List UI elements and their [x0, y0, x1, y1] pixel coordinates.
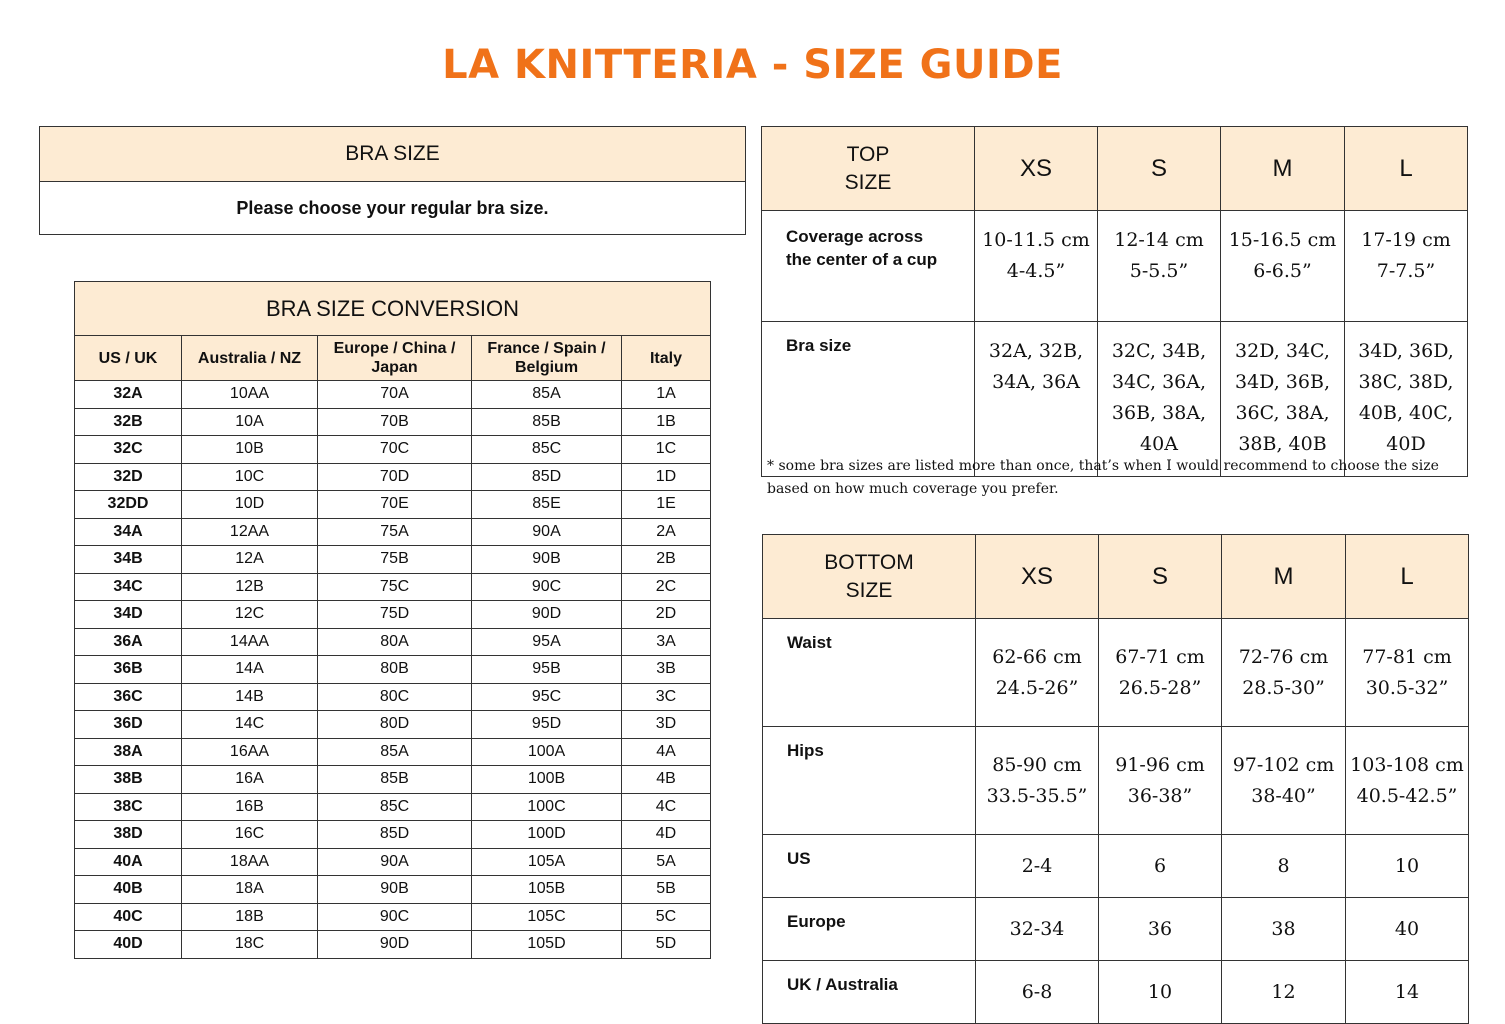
table-row — [75, 408, 711, 436]
table-row — [763, 835, 1469, 898]
table-row — [75, 436, 711, 464]
size-header: XS — [976, 535, 1099, 619]
cell: 90B — [472, 546, 622, 574]
cell: 10A — [182, 408, 318, 436]
size-header: L — [1346, 535, 1469, 619]
cell: 4A — [622, 738, 711, 766]
bra-size-heading: BRA SIZE — [40, 127, 745, 182]
cell: 10D — [182, 491, 318, 519]
cell: 80C — [318, 683, 472, 711]
cell: 6-8 — [976, 961, 1099, 1024]
cell: 32C — [75, 436, 182, 464]
cell: 10 — [1346, 835, 1469, 898]
cell: 75C — [318, 573, 472, 601]
cell: 10C — [182, 463, 318, 491]
cell: 5C — [622, 903, 711, 931]
cell: 90A — [472, 518, 622, 546]
row-label: UK / Australia — [763, 961, 976, 1024]
cell: 2A — [622, 518, 711, 546]
table-row — [75, 821, 711, 849]
cell: 85A — [472, 381, 622, 409]
cell: 1D — [622, 463, 711, 491]
cell: 5D — [622, 931, 711, 959]
cell: 90A — [318, 848, 472, 876]
cell: 6 — [1099, 835, 1222, 898]
cell: 32A, 32B, 34A, 36A — [975, 322, 1098, 477]
column-header: US / UK — [75, 336, 182, 381]
cell: 90D — [472, 601, 622, 629]
table-row — [762, 322, 1468, 477]
size-header: M — [1221, 127, 1345, 211]
cell: 5B — [622, 876, 711, 904]
cell: 4C — [622, 793, 711, 821]
cell: 85-90 cm 33.5-35.5” — [976, 727, 1099, 835]
table-row — [75, 793, 711, 821]
table-row — [763, 898, 1469, 961]
cell: 12-14 cm 5-5.5” — [1098, 211, 1221, 322]
cell: 75A — [318, 518, 472, 546]
cell: 4D — [622, 821, 711, 849]
bra-size-box — [39, 126, 746, 235]
cell: 32D, 34C, 34D, 36B, 36C, 38A, 38B, 40B — [1221, 322, 1345, 477]
cell: 105C — [472, 903, 622, 931]
cell: 95C — [472, 683, 622, 711]
cell: 36D — [75, 711, 182, 739]
top-size-table — [761, 126, 1468, 477]
cell: 32C, 34B, 34C, 36A, 36B, 38A, 40A — [1098, 322, 1221, 477]
cell: 105D — [472, 931, 622, 959]
cell: 2C — [622, 573, 711, 601]
bottom-size-heading: BOTTOM SIZE — [763, 535, 976, 619]
cell: 12B — [182, 573, 318, 601]
cell: 12C — [182, 601, 318, 629]
cell: 1B — [622, 408, 711, 436]
cell: 40B — [75, 876, 182, 904]
size-header: M — [1222, 535, 1346, 619]
cell: 90C — [318, 903, 472, 931]
cell: 14 — [1346, 961, 1469, 1024]
table-row — [763, 961, 1469, 1024]
table-row — [75, 848, 711, 876]
cell: 38 — [1222, 898, 1346, 961]
cell: 16B — [182, 793, 318, 821]
column-header: Europe / China / Japan — [318, 336, 472, 381]
cell: 95A — [472, 628, 622, 656]
cell: 32DD — [75, 491, 182, 519]
table-row — [75, 683, 711, 711]
cell: 97-102 cm 38-40” — [1222, 727, 1346, 835]
conversion-heading: BRA SIZE CONVERSION — [75, 282, 711, 336]
top-size-heading: TOP SIZE — [762, 127, 975, 211]
row-label: Waist — [763, 619, 976, 727]
table-row — [75, 491, 711, 519]
cell: 16C — [182, 821, 318, 849]
cell: 12AA — [182, 518, 318, 546]
cell: 12A — [182, 546, 318, 574]
cell: 85A — [318, 738, 472, 766]
table-row — [75, 546, 711, 574]
cell: 1E — [622, 491, 711, 519]
cell: 38C — [75, 793, 182, 821]
cell: 100D — [472, 821, 622, 849]
cell: 10 — [1099, 961, 1222, 1024]
cell: 18AA — [182, 848, 318, 876]
cell: 5A — [622, 848, 711, 876]
cell: 85C — [472, 436, 622, 464]
cell: 91-96 cm 36-38” — [1099, 727, 1222, 835]
cell: 75B — [318, 546, 472, 574]
cell: 14C — [182, 711, 318, 739]
cell: 12 — [1222, 961, 1346, 1024]
cell: 32B — [75, 408, 182, 436]
cell: 32D — [75, 463, 182, 491]
cell: 34C — [75, 573, 182, 601]
cell: 105A — [472, 848, 622, 876]
cell: 62-66 cm 24.5-26” — [976, 619, 1099, 727]
cell: 14B — [182, 683, 318, 711]
cell: 34D — [75, 601, 182, 629]
footnote: * some bra sizes are listed more than once, that’s when I would recommend to choose the size based on how much coverage you prefer. — [767, 458, 1439, 497]
table-row — [75, 628, 711, 656]
table-row — [762, 211, 1468, 322]
table-row — [75, 711, 711, 739]
cell: 38A — [75, 738, 182, 766]
cell: 36C — [75, 683, 182, 711]
cell: 72-76 cm 28.5-30” — [1222, 619, 1346, 727]
cell: 32A — [75, 381, 182, 409]
cell: 36B — [75, 656, 182, 684]
cell: 16AA — [182, 738, 318, 766]
cell: 16A — [182, 766, 318, 794]
cell: 85E — [472, 491, 622, 519]
cell: 8 — [1222, 835, 1346, 898]
size-header: S — [1099, 535, 1222, 619]
cell: 34D, 36D, 38C, 38D, 40B, 40C, 40D — [1345, 322, 1468, 477]
cell: 4B — [622, 766, 711, 794]
cell: 95D — [472, 711, 622, 739]
table-row — [75, 573, 711, 601]
cell: 100A — [472, 738, 622, 766]
cell: 100B — [472, 766, 622, 794]
cell: 18C — [182, 931, 318, 959]
cell: 40D — [75, 931, 182, 959]
cell: 18A — [182, 876, 318, 904]
cell: 14AA — [182, 628, 318, 656]
cell: 2D — [622, 601, 711, 629]
cell: 14A — [182, 656, 318, 684]
cell: 103-108 cm 40.5-42.5” — [1346, 727, 1469, 835]
size-header: S — [1098, 127, 1221, 211]
bra-size-conversion-table — [74, 281, 711, 959]
cell: 36A — [75, 628, 182, 656]
cell: 3C — [622, 683, 711, 711]
cell: 80A — [318, 628, 472, 656]
table-row — [75, 656, 711, 684]
column-header: France / Spain / Belgium — [472, 336, 622, 381]
table-row — [75, 931, 711, 959]
table-row — [75, 738, 711, 766]
bottom-size-table — [762, 534, 1469, 1024]
table-row — [75, 463, 711, 491]
cell: 100C — [472, 793, 622, 821]
cell: 85D — [318, 821, 472, 849]
table-row — [75, 903, 711, 931]
cell: 1C — [622, 436, 711, 464]
cell: 15-16.5 cm 6-6.5” — [1221, 211, 1345, 322]
table-row — [763, 727, 1469, 835]
cell: 3D — [622, 711, 711, 739]
cell: 70B — [318, 408, 472, 436]
cell: 18B — [182, 903, 318, 931]
cell: 70C — [318, 436, 472, 464]
cell: 1A — [622, 381, 711, 409]
cell: 70A — [318, 381, 472, 409]
cell: 77-81 cm 30.5-32” — [1346, 619, 1469, 727]
cell: 3B — [622, 656, 711, 684]
size-header: XS — [975, 127, 1098, 211]
cell: 32-34 — [976, 898, 1099, 961]
cell: 85B — [318, 766, 472, 794]
table-row — [75, 876, 711, 904]
size-header: L — [1345, 127, 1468, 211]
cell: 10AA — [182, 381, 318, 409]
cell: 10B — [182, 436, 318, 464]
row-label: Europe — [763, 898, 976, 961]
cell: 105B — [472, 876, 622, 904]
row-label: Coverage across the center of a cup — [762, 211, 975, 322]
cell: 3A — [622, 628, 711, 656]
row-label: US — [763, 835, 976, 898]
table-row — [763, 619, 1469, 727]
cell: 80D — [318, 711, 472, 739]
cell: 85C — [318, 793, 472, 821]
cell: 95B — [472, 656, 622, 684]
cell: 85D — [472, 463, 622, 491]
cell: 2B — [622, 546, 711, 574]
cell: 40A — [75, 848, 182, 876]
row-label: Hips — [763, 727, 976, 835]
cell: 90B — [318, 876, 472, 904]
cell: 34A — [75, 518, 182, 546]
cell: 40C — [75, 903, 182, 931]
cell: 90D — [318, 931, 472, 959]
cell: 38D — [75, 821, 182, 849]
cell: 34B — [75, 546, 182, 574]
row-label: Bra size — [762, 322, 975, 477]
cell: 70D — [318, 463, 472, 491]
table-row — [75, 518, 711, 546]
column-header: Italy — [622, 336, 711, 381]
cell: 2-4 — [976, 835, 1099, 898]
table-row — [75, 766, 711, 794]
cell: 75D — [318, 601, 472, 629]
cell: 17-19 cm 7-7.5” — [1345, 211, 1468, 322]
cell: 67-71 cm 26.5-28” — [1099, 619, 1222, 727]
page-title: LA KNITTERIA - SIZE GUIDE — [442, 42, 1063, 88]
table-row — [75, 601, 711, 629]
cell: 10-11.5 cm 4-4.5” — [975, 211, 1098, 322]
cell: 90C — [472, 573, 622, 601]
column-header: Australia / NZ — [182, 336, 318, 381]
cell: 70E — [318, 491, 472, 519]
bra-size-instruction: Please choose your regular bra size. — [236, 198, 549, 218]
cell: 85B — [472, 408, 622, 436]
cell: 38B — [75, 766, 182, 794]
table-row — [75, 381, 711, 409]
cell: 80B — [318, 656, 472, 684]
cell: 36 — [1099, 898, 1222, 961]
cell: 40 — [1346, 898, 1469, 961]
